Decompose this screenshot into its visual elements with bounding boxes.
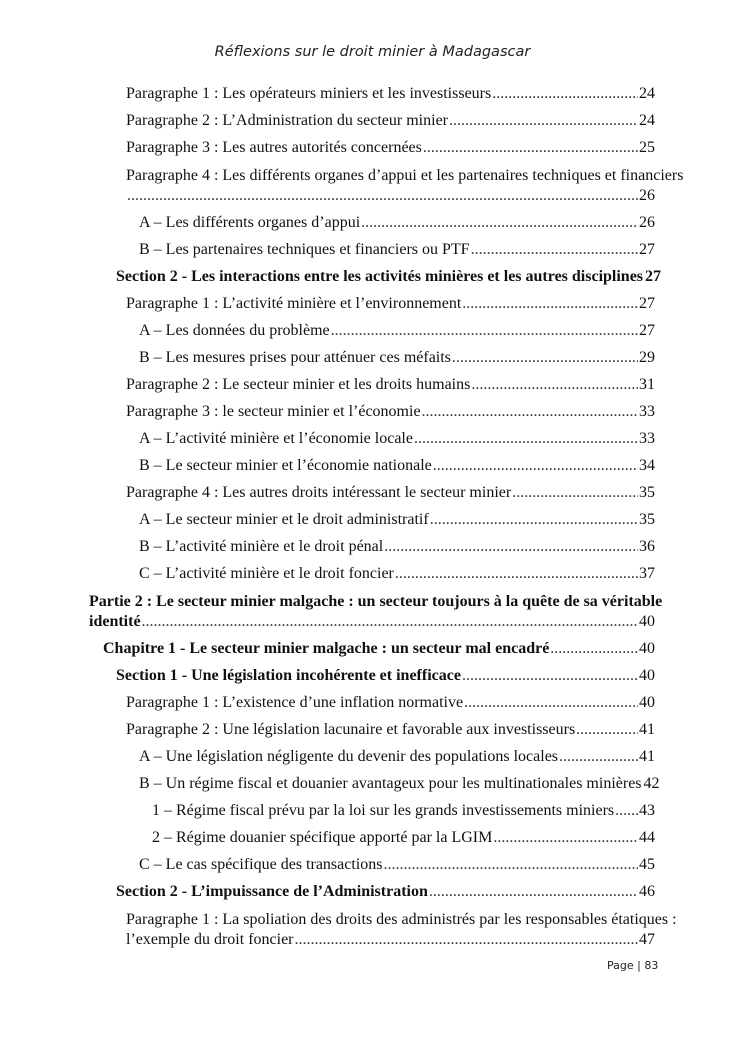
toc-entry-label: A – L’activité minière et l’économie locale [139, 430, 413, 447]
toc-entry-page: 33 [639, 403, 655, 420]
toc-entry-part[interactable] [89, 613, 655, 631]
toc-entry-label: Paragraphe 3 : le secteur minier et l’économie [126, 403, 421, 420]
toc-entry[interactable] [126, 376, 655, 394]
toc-entry[interactable] [139, 856, 655, 874]
toc-entry[interactable] [139, 511, 655, 529]
toc-entry-part-line1[interactable]: Partie 2 : Le secteur minier malgache : un secteur toujours à la quête de sa véritable [89, 593, 663, 610]
toc-entry-label: C – L’activité minière et le droit foncier [139, 565, 394, 582]
toc-entry-label: Paragraphe 2 : Une législation lacunaire et favorable aux investisseurs [126, 721, 576, 738]
toc-entry[interactable] [126, 112, 655, 130]
toc-entry-page: 27 [639, 241, 655, 258]
toc-entry-section[interactable] [116, 268, 662, 286]
toc-entry-label: Section 2 - Les interactions entre les activités minières et les autres disciplines [116, 268, 644, 285]
toc-entry[interactable] [139, 349, 655, 367]
toc-entry-page: 27 [639, 295, 655, 312]
toc-entry[interactable] [126, 721, 655, 739]
toc-entry[interactable] [139, 214, 655, 232]
toc-entry-page: 43 [639, 802, 655, 819]
toc-entry-page: 37 [639, 565, 655, 582]
toc-entry[interactable] [126, 694, 655, 712]
toc-entry-page: 40 [639, 694, 655, 711]
toc-entry-page: 26 [639, 187, 655, 204]
toc-entry-page: 40 [639, 640, 655, 657]
toc-entry-label: Paragraphe 2 : Le secteur minier et les droits humains [126, 376, 471, 393]
toc-entry[interactable] [139, 538, 655, 556]
toc-entry-label: B – Un régime fiscal et douanier avantageux pour les multinationales minières [139, 775, 642, 792]
toc-entry-page: 24 [639, 85, 655, 102]
toc-entry-page: 27 [645, 268, 662, 285]
toc-entry-label: identité [89, 613, 141, 630]
toc-entry[interactable] [126, 139, 655, 157]
toc-entry-label: Paragraphe 1 : L’activité minière et l’environnement [126, 295, 462, 312]
toc-entry-section[interactable] [116, 667, 655, 685]
toc-entry-label: A – Les données du problème [139, 322, 330, 339]
toc-entry-label: A – Les différents organes d’appui [139, 214, 361, 231]
toc-entry-page: 40 [639, 667, 655, 684]
page-number: 83 [644, 959, 659, 972]
toc-entry-page: 34 [639, 457, 655, 474]
toc-entry-page: 46 [639, 883, 655, 900]
toc-entry-page: 41 [639, 721, 655, 738]
running-header: Réflexions sur le droit minier à Madagascar [214, 44, 531, 60]
page-footer [607, 959, 658, 972]
toc-entry-page: 29 [639, 349, 655, 366]
toc-entry-label: Paragraphe 1 : L’existence d’une inflation normative [126, 694, 464, 711]
toc-entry-label: Paragraphe 1 : Les opérateurs miniers et les investisseurs [126, 85, 492, 102]
toc-entry[interactable] [139, 457, 655, 475]
toc-entry-page: 36 [639, 538, 655, 555]
toc-entry-label: Section 2 - L’impuissance de l’Administration [116, 883, 428, 900]
toc-entry-label-line1[interactable]: Paragraphe 1 : La spoliation des droits des administrés par les responsables étatiques : [126, 911, 677, 928]
toc-entry-label: C – Le cas spécifique des transactions [139, 856, 383, 873]
toc-entry-page: 35 [639, 511, 655, 528]
toc-entry-page: 27 [639, 322, 655, 339]
toc-entry-label: 1 – Régime fiscal prévu par la loi sur les grands investissements miniers [152, 802, 615, 819]
toc-entry-page: 26 [639, 214, 655, 231]
toc-entry-page: 44 [639, 829, 655, 846]
toc-entry-label-line1[interactable]: Paragraphe 4 : Les différents organes d’appui et les partenaires techniques et financiers [126, 167, 684, 184]
page-label: Page [607, 959, 634, 972]
toc-entry-label: Chapitre 1 - Le secteur minier malgache : un secteur mal encadré [103, 640, 550, 657]
toc-entry-page: 25 [639, 139, 655, 156]
toc-entry-label: B – L’activité minière et le droit pénal [139, 538, 384, 555]
toc-entry-page: 40 [639, 613, 655, 630]
toc-entry-label: l’exemple du droit foncier [126, 931, 294, 948]
toc-entry-label: B – Le secteur minier et l’économie nationale [139, 457, 432, 474]
toc-entry[interactable] [126, 295, 655, 313]
toc-entry-section[interactable] [116, 883, 655, 901]
toc-entry-page: 33 [639, 430, 655, 447]
toc-entry-page: 47 [639, 931, 655, 948]
toc-entry[interactable] [126, 85, 655, 103]
toc-entry-label: Section 1 - Une législation incohérente et inefficace [116, 667, 461, 684]
toc-entry-page: 35 [639, 484, 655, 501]
toc-entry[interactable] [126, 484, 655, 502]
toc-entry[interactable] [152, 802, 655, 820]
toc-entry-page: 41 [639, 748, 655, 765]
toc-entry-label: A – Une législation négligente du devenir des populations locales [139, 748, 559, 765]
toc-entry[interactable] [139, 775, 660, 793]
toc-entry[interactable] [139, 322, 655, 340]
toc-entry-page: 24 [639, 112, 655, 129]
toc-entry-label: Paragraphe 3 : Les autres autorités concernées [126, 139, 422, 156]
toc-entry-page: 42 [643, 775, 660, 792]
toc-entry-chapter[interactable] [103, 640, 655, 658]
toc-entry[interactable] [152, 829, 655, 847]
toc-entry-label: Paragraphe 4 : Les autres droits intéressant le secteur minier [126, 484, 512, 501]
toc-entry[interactable] [139, 565, 655, 583]
toc-entry-label: B – Les partenaires techniques et financiers ou PTF [139, 241, 470, 258]
toc-entry-label: Paragraphe 2 : L’Administration du secteur minier [126, 112, 448, 129]
toc-entry[interactable] [126, 403, 655, 421]
toc-entry[interactable] [139, 241, 655, 259]
toc-entry[interactable] [139, 430, 655, 448]
toc-entry[interactable] [126, 931, 655, 949]
toc-entry-label: A – Le secteur minier et le droit administratif [139, 511, 429, 528]
toc-entry-page: 31 [639, 376, 655, 393]
toc-entry-page: 45 [639, 856, 655, 873]
toc-entry-label: 2 – Régime douanier spécifique apporté par la LGIM [152, 829, 493, 846]
toc-entry[interactable] [139, 748, 655, 766]
toc-entry-label: B – Les mesures prises pour atténuer ces méfaits [139, 349, 451, 366]
toc-entry[interactable] [126, 187, 655, 205]
page-separator: | [637, 959, 641, 972]
